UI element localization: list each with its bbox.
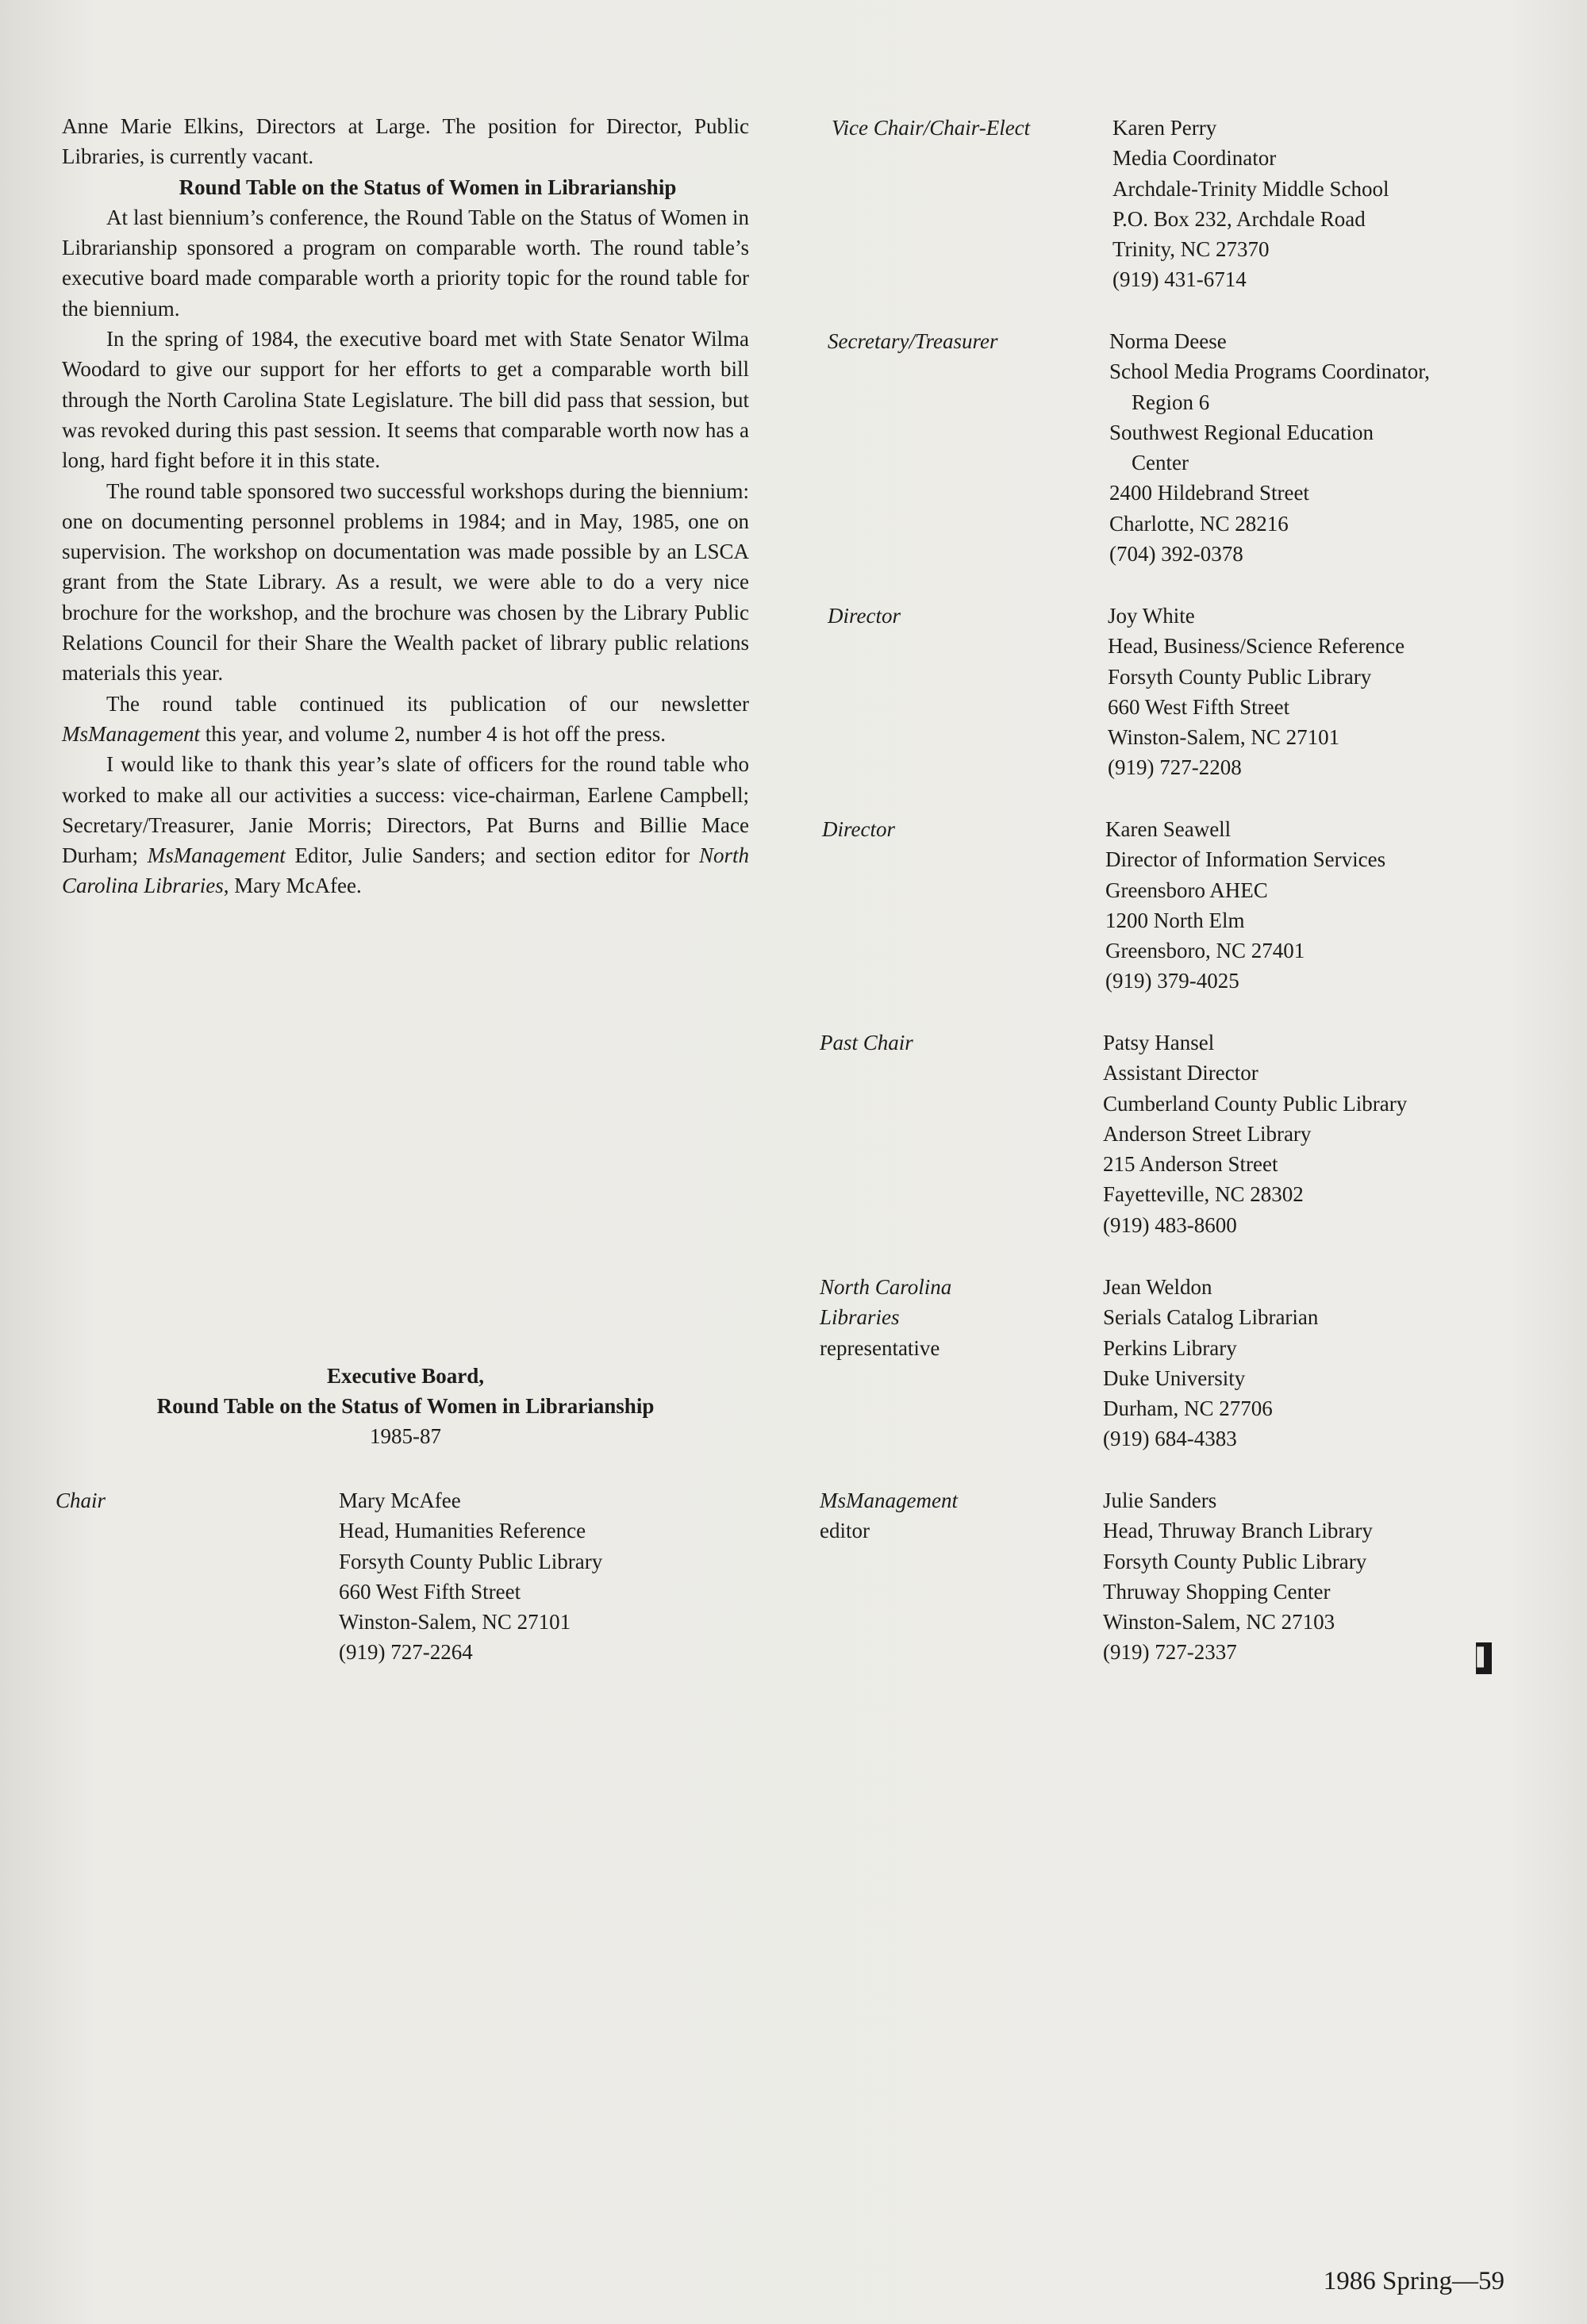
section-heading: Round Table on the Status of Women in Librarianship — [179, 175, 677, 199]
role-vice-chair: Vice Chair/Chair-Elect — [832, 116, 1031, 140]
role-secretary-treasurer: Secretary/Treasurer — [828, 329, 998, 353]
secretary-contact: Norma Deese School Media Programs Coordinator, Region 6 Southwest Regional Education Center 2400 Hildebrand Street Charlotte, NC 28216 (704) 392-0378 — [1109, 329, 1430, 567]
director-2-contact: Karen Seawell Director of Information Services Greensboro AHEC 1200 North Elm Greensboro, NC 27401 (919) 379-4025 — [1105, 817, 1386, 993]
vice-chair-contact: Karen Perry Media Coordinator Archdale-Trinity Middle School P.O. Box 232, Archdale Road Trinity, NC 27370 (919) 431-6714 — [1112, 116, 1389, 292]
director-1-contact: Joy White Head, Business/Science Reference Forsyth County Public Library 660 West Fifth Street Winston-Salem, NC 27101 (919) 727-2208 — [1108, 604, 1405, 780]
role-director-2: Director — [822, 817, 895, 841]
chair-contact: Mary McAfee Head, Humanities Reference Forsyth County Public Library 660 West Fifth Street Winston-Salem, NC 27101 (919) 727-2264 — [339, 1489, 603, 1665]
intro-paragraph: Anne Marie Elkins, Directors at Large. The position for Director, Public Libraries, is currently vacant. — [62, 114, 749, 169]
end-mark-icon: ▌ — [1476, 1642, 1492, 1674]
role-msmanagement-editor: MsManagement editor — [820, 1489, 958, 1543]
paragraph-1: At last biennium’s conference, the Round Table on the Status of Women in Librarianship sponsored a program on comparable worth. The round table’s executive board made comparable worth a priority topic for the round table for the biennium. — [62, 205, 749, 321]
paragraph-2: In the spring of 1984, the executive board met with State Senator Wilma Woodard to give our support for her efforts to get a comparable worth bill through the North Carolina State Legislature. The bill did pass that session, but was revoked during this past session. It seems that comparable worth now has a long, hard fight before it in this state. — [62, 327, 749, 473]
msmanagement-editor-contact: Julie Sanders Head, Thruway Branch Library Forsyth County Public Library Thruway Shopping Center Winston-Salem, NC 27103 (919) 727-2337 — [1103, 1489, 1373, 1665]
paragraph-4: The round table continued its publication of our newsletter MsManagement this year, and volume 2, number 4 is hot off the press. — [62, 691, 749, 746]
role-chair: Chair — [56, 1489, 106, 1512]
role-past-chair: Past Chair — [820, 1031, 913, 1054]
role-ncl-representative: North Carolina Libraries representative — [820, 1275, 952, 1360]
executive-board-title: Executive Board, Round Table on the Status of Women in Librarianship 1985-87 — [156, 1364, 655, 1448]
role-director-1: Director — [828, 604, 901, 628]
past-chair-contact: Patsy Hansel Assistant Director Cumberland County Public Library Anderson Street Library 215 Anderson Street Fayetteville, NC 28302 (919) 483-8600 — [1103, 1031, 1408, 1237]
paragraph-5: I would like to thank this year’s slate of officers for the round table who worked to make all our activities a success: vice-chairman, Earlene Campbell; Secretary/Treasurer, Janie Morris; Directors, Pat Burns and Billie Mace Durham; MsManagement Editor, Julie Sanders; and section editor for North Carolina Libraries, Mary McAfee. — [62, 752, 749, 898]
left-column — [62, 111, 749, 901]
page-footer: 1986 Spring—59 — [1323, 2267, 1504, 2295]
ncl-representative-contact: Jean Weldon Serials Catalog Librarian Perkins Library Duke University Durham, NC 27706 (919) 684-4383 — [1103, 1275, 1319, 1451]
paragraph-3: The round table sponsored two successful workshops during the biennium: one on documenting personnel problems in 1984; and in May, 1985, one on supervision. The workshop on documentation was made possible by an LSCA grant from the State Library. As a result, we were able to do a very nice brochure for the workshop, and the brochure was chosen by the Library Public Relations Council for their Share the Wealth packet of library public relations materials this year. — [62, 478, 749, 686]
newsletter-title: MsManagement — [62, 721, 200, 746]
